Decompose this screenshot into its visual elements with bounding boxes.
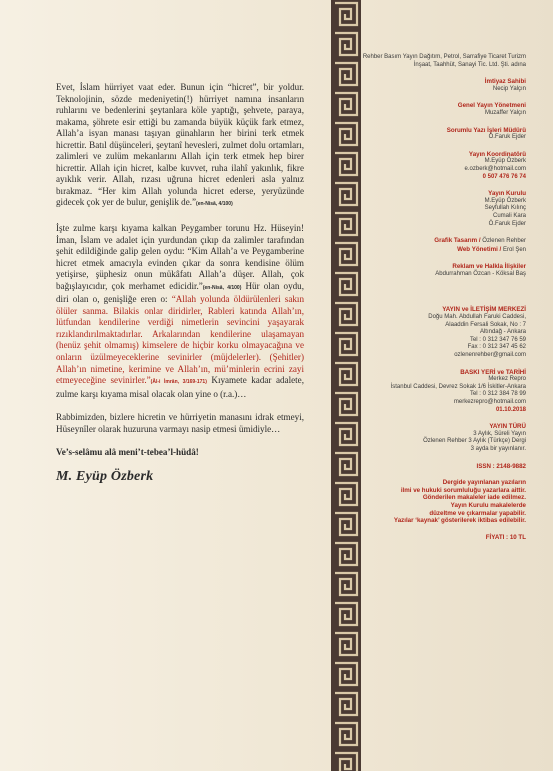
gm-title: Genel Yayın Yönetmeni: [457, 102, 526, 110]
editor-block: [362, 127, 526, 142]
disclaimer-line: düzeltme ve çıkarmalar yapabilir.: [429, 509, 526, 517]
quran-reference: (en-Nisâ, 4/100): [196, 201, 233, 208]
graphic-title: Grafik Tasarım /: [434, 237, 483, 245]
meander-key: [335, 693, 357, 715]
disclaimer-block: [362, 479, 526, 525]
type-line: Özlenen Rehber 3 Aylık (Türkçe) Dergi: [423, 438, 526, 445]
paragraph-2-text: Hür olan oydu, diri olan o, genişliğe eren o:: [56, 280, 304, 305]
office-address: Alaaddin Fersali Sokak, No : 7: [445, 321, 526, 328]
web-title: Web Yönetimi /: [457, 245, 503, 253]
quran-reference: (en-Nisâ, 4/100): [202, 284, 242, 291]
board-title: Yayın Kurulu: [488, 190, 526, 198]
ads-block: [362, 263, 526, 278]
print-tel: Tel : 0 312 384 78 99: [469, 391, 526, 398]
graphic-name: Özlenen Rehber: [482, 238, 526, 245]
meander-key: [335, 303, 357, 325]
meander-key: [335, 333, 357, 355]
board-member: Ö.Faruk Ejder: [488, 220, 526, 227]
office-tel: Tel : 0 312 347 76 59: [469, 336, 526, 343]
editorial-article: [56, 82, 304, 482]
owner-block: [362, 78, 526, 93]
disclaimer-line: ilmi ve hukuki sorumluluğu yazarlara aittir.: [400, 486, 526, 494]
meander-key: [335, 153, 357, 175]
price: FİYATI : 10 TL: [485, 533, 526, 541]
disclaimer-line: Yazılar ‘kaynak’ gösterilerek iktibas edilebilir.: [393, 517, 526, 525]
type-line: 3 Aylık, Süreli Yayın: [473, 430, 526, 437]
meander-key: [335, 213, 357, 235]
issn: ISSN : 2148-9882: [476, 462, 526, 470]
owner-title: İmtiyaz Sahibi: [484, 78, 526, 86]
office-fax: Fax : 0 312 347 45 62: [467, 344, 526, 351]
disclaimer-line: Gönderilen makaleler iade edilmez.: [422, 494, 526, 502]
meander-key: [335, 753, 357, 771]
editor-name: Ö.Faruk Ejder: [488, 134, 526, 141]
disclaimer-line: Yayın Kurulu makalelerde: [450, 501, 526, 509]
board-block: [362, 190, 526, 228]
meander-key: [335, 633, 357, 655]
print-email[interactable]: merkezrepro@hotmail.com: [453, 399, 526, 405]
editor-title: Sorumlu Yazı İşleri Müdürü: [446, 126, 526, 134]
coordinator-name: M.Eyüp Özberk: [484, 158, 526, 165]
publisher-name: Rehber Basım Yayın Dağıtım, Petrol, Sarrafiye Ticaret Turizm İnşaat, Taahhüt, Sanayi Tic. Ltd. Şti. adına: [362, 54, 526, 68]
paragraph-3: [56, 412, 304, 435]
paragraph-1: [56, 82, 304, 211]
board-member: M.Eyüp Özberk: [484, 197, 526, 204]
meander-key: [335, 33, 357, 55]
web-name: Erol Şen: [502, 246, 526, 253]
meander-key: [335, 723, 357, 745]
design-block: [362, 237, 526, 254]
ads-title: Reklam ve Halkla İlişkiler: [452, 263, 526, 271]
office-title: YAYIN ve İLETİŞİM MERKEZİ: [442, 306, 526, 314]
closing-salutation: [56, 447, 304, 459]
meander-key: [335, 363, 357, 385]
coordinator-phone: 0 507 476 76 74: [482, 173, 526, 180]
print-block: [362, 369, 526, 415]
meander-key: [335, 603, 357, 625]
meander-border: [331, 0, 361, 771]
meander-key: [335, 3, 357, 25]
meander-key: [335, 453, 357, 475]
meander-key: [335, 663, 357, 685]
coordinator-email[interactable]: e.ozberk@hotmail.com: [464, 165, 526, 172]
meander-key: [335, 513, 357, 535]
quran-reference: (Âl-i İmrân, 3/169-171): [150, 379, 207, 386]
type-title: YAYIN TÜRÜ: [489, 423, 526, 431]
meander-key: [335, 573, 357, 595]
ads-names: Abdurrahman Özcan - Köksal Baş: [435, 270, 526, 277]
paragraph-2-text: Kıyamete kadar adalete, zulme karşı kıyama misal olacak olan yine o (r.a.)…: [56, 375, 304, 399]
price-block: [362, 534, 526, 542]
meander-key: [335, 123, 357, 145]
coordinator-title: Yayın Koordinatörü: [468, 150, 526, 158]
disclaimer-line: Dergide yayınlanan yazıların: [442, 479, 526, 487]
meander-key: [335, 483, 357, 505]
gm-block: [362, 102, 526, 117]
publisher-block: [362, 54, 526, 69]
meander-key: [335, 183, 357, 205]
paragraph-2-text: İşte zulme karşı kıyama kalkan Peygamber torunu Hz. Hüseyin! İman, İslam ve adalet için yurdundan çıkıp da zalimler tarafından şehit edildiğinde galip gelen oydu: “Kim Allah’a ve Peygamberine hicret etmek amacıyla evinden çıkar da sonra kendisine ölüm yetişirse, şüphesiz onun mükâfatı Allah’a düşer. Allah, çok bağışlayıcıdır, çok merhamet edicidir.”: [56, 223, 304, 291]
issn-block: [362, 463, 526, 471]
highlighted-quote: “Allah yolunda öldürülenleri sakın ölüler sanma. Bilakis onlar diridirler, Rableri katında Allah’ın, lütfundan kendilerine verdiği nimetlerin sevincini yaşayarak rızıklandırılmaktadırlar. Arkalarından kendilerine ulaşamayan (henüz şehit olmamış) kimselere de hiçbir korku olmayacağına ve onların üzülmeyeceklerine sevinirler (müjdelerler). (Şehitler) Allah’ın nimetine, kerimine ve Allah’ın, mü’minlerin ecrini zayi etmeyeceğine sevinirler.”: [56, 294, 304, 386]
print-title: BASKI YERİ ve TARİHİ: [460, 368, 526, 376]
office-block: [362, 306, 526, 359]
print-address: İstanbul Caddesi, Devrez Sokak 1/6 İskitler-Ankara: [390, 383, 526, 390]
closing-salutation-text: Ve’s-selâmu alâ meni’t-tebea’l-hüdâ!: [56, 447, 199, 458]
gm-name: Muzaffer Yalçın: [484, 109, 526, 116]
meander-key: [335, 543, 357, 565]
paragraph-3-text: Rabbimizden, bizlere hicretin ve hürriyetin manasını idrak etmeyi, Hüseynîler olarak huzuruna varmayı nasip etmesi ümidiyle…: [56, 412, 304, 434]
meander-key: [335, 423, 357, 445]
paragraph-2: [56, 223, 304, 400]
meander-pattern: [331, 0, 361, 771]
board-member: Seyfullah Kılınç: [484, 205, 526, 212]
meander-key: [335, 63, 357, 85]
meander-key: [335, 243, 357, 265]
type-line: 3 ayda bir yayınlanır.: [470, 445, 526, 452]
board-member: Cumali Kara: [492, 212, 526, 219]
meander-key: [335, 273, 357, 295]
office-address: Doğu Mah. Abdullah Faruki Caddesi,: [428, 314, 526, 321]
office-address: Altındağ - Ankara: [479, 329, 526, 336]
type-block: [362, 423, 526, 453]
office-email[interactable]: ozlenenrehber@gmail.com: [454, 352, 526, 359]
paragraph-1-text: Evet, İslam hürriyet vaat eder. Bunun için “hicret”, bir yoldur. Teknolojinin, sözde medeniyetin(!) hürriyet namına insanların ruhlarını ve bedenlerini şeytanlara köle yaptığı, şehvete, paraya, makama, şöhrete esir ettiği bu zamanda büyük küçük fark etmez, Allah’a isyan manası taşıyan günahların her birini terk etmek hicrettir. Batıl düşünceleri, şeytanî hevesleri, zulmet dolu ortamları, zalimleri ve zulüm mekanlarını Allah için terk etmek hep birer hicrettir. Allah için hicret, kalbe kuvvet, ruha ilahî yakınlık, fikre ayıklık verir. Allah, rızası uğruna hicret edenleri asla yalnız bırakmaz. “Her kim Allah yolunda hicret ederse, yeryüzünde gidecek çok yer de bulur, genişlik de.”: [56, 82, 304, 208]
meander-key: [335, 93, 357, 115]
meander-key: [335, 393, 357, 415]
imprint-column: [362, 54, 526, 550]
coordinator-block: [362, 151, 526, 181]
print-name: Merkez Repro: [488, 376, 526, 383]
print-date: 01.10.2018: [495, 406, 526, 413]
owner-name: Necip Yalçın: [492, 85, 526, 92]
author-signature: M. Eyüp Özberk: [56, 468, 154, 484]
